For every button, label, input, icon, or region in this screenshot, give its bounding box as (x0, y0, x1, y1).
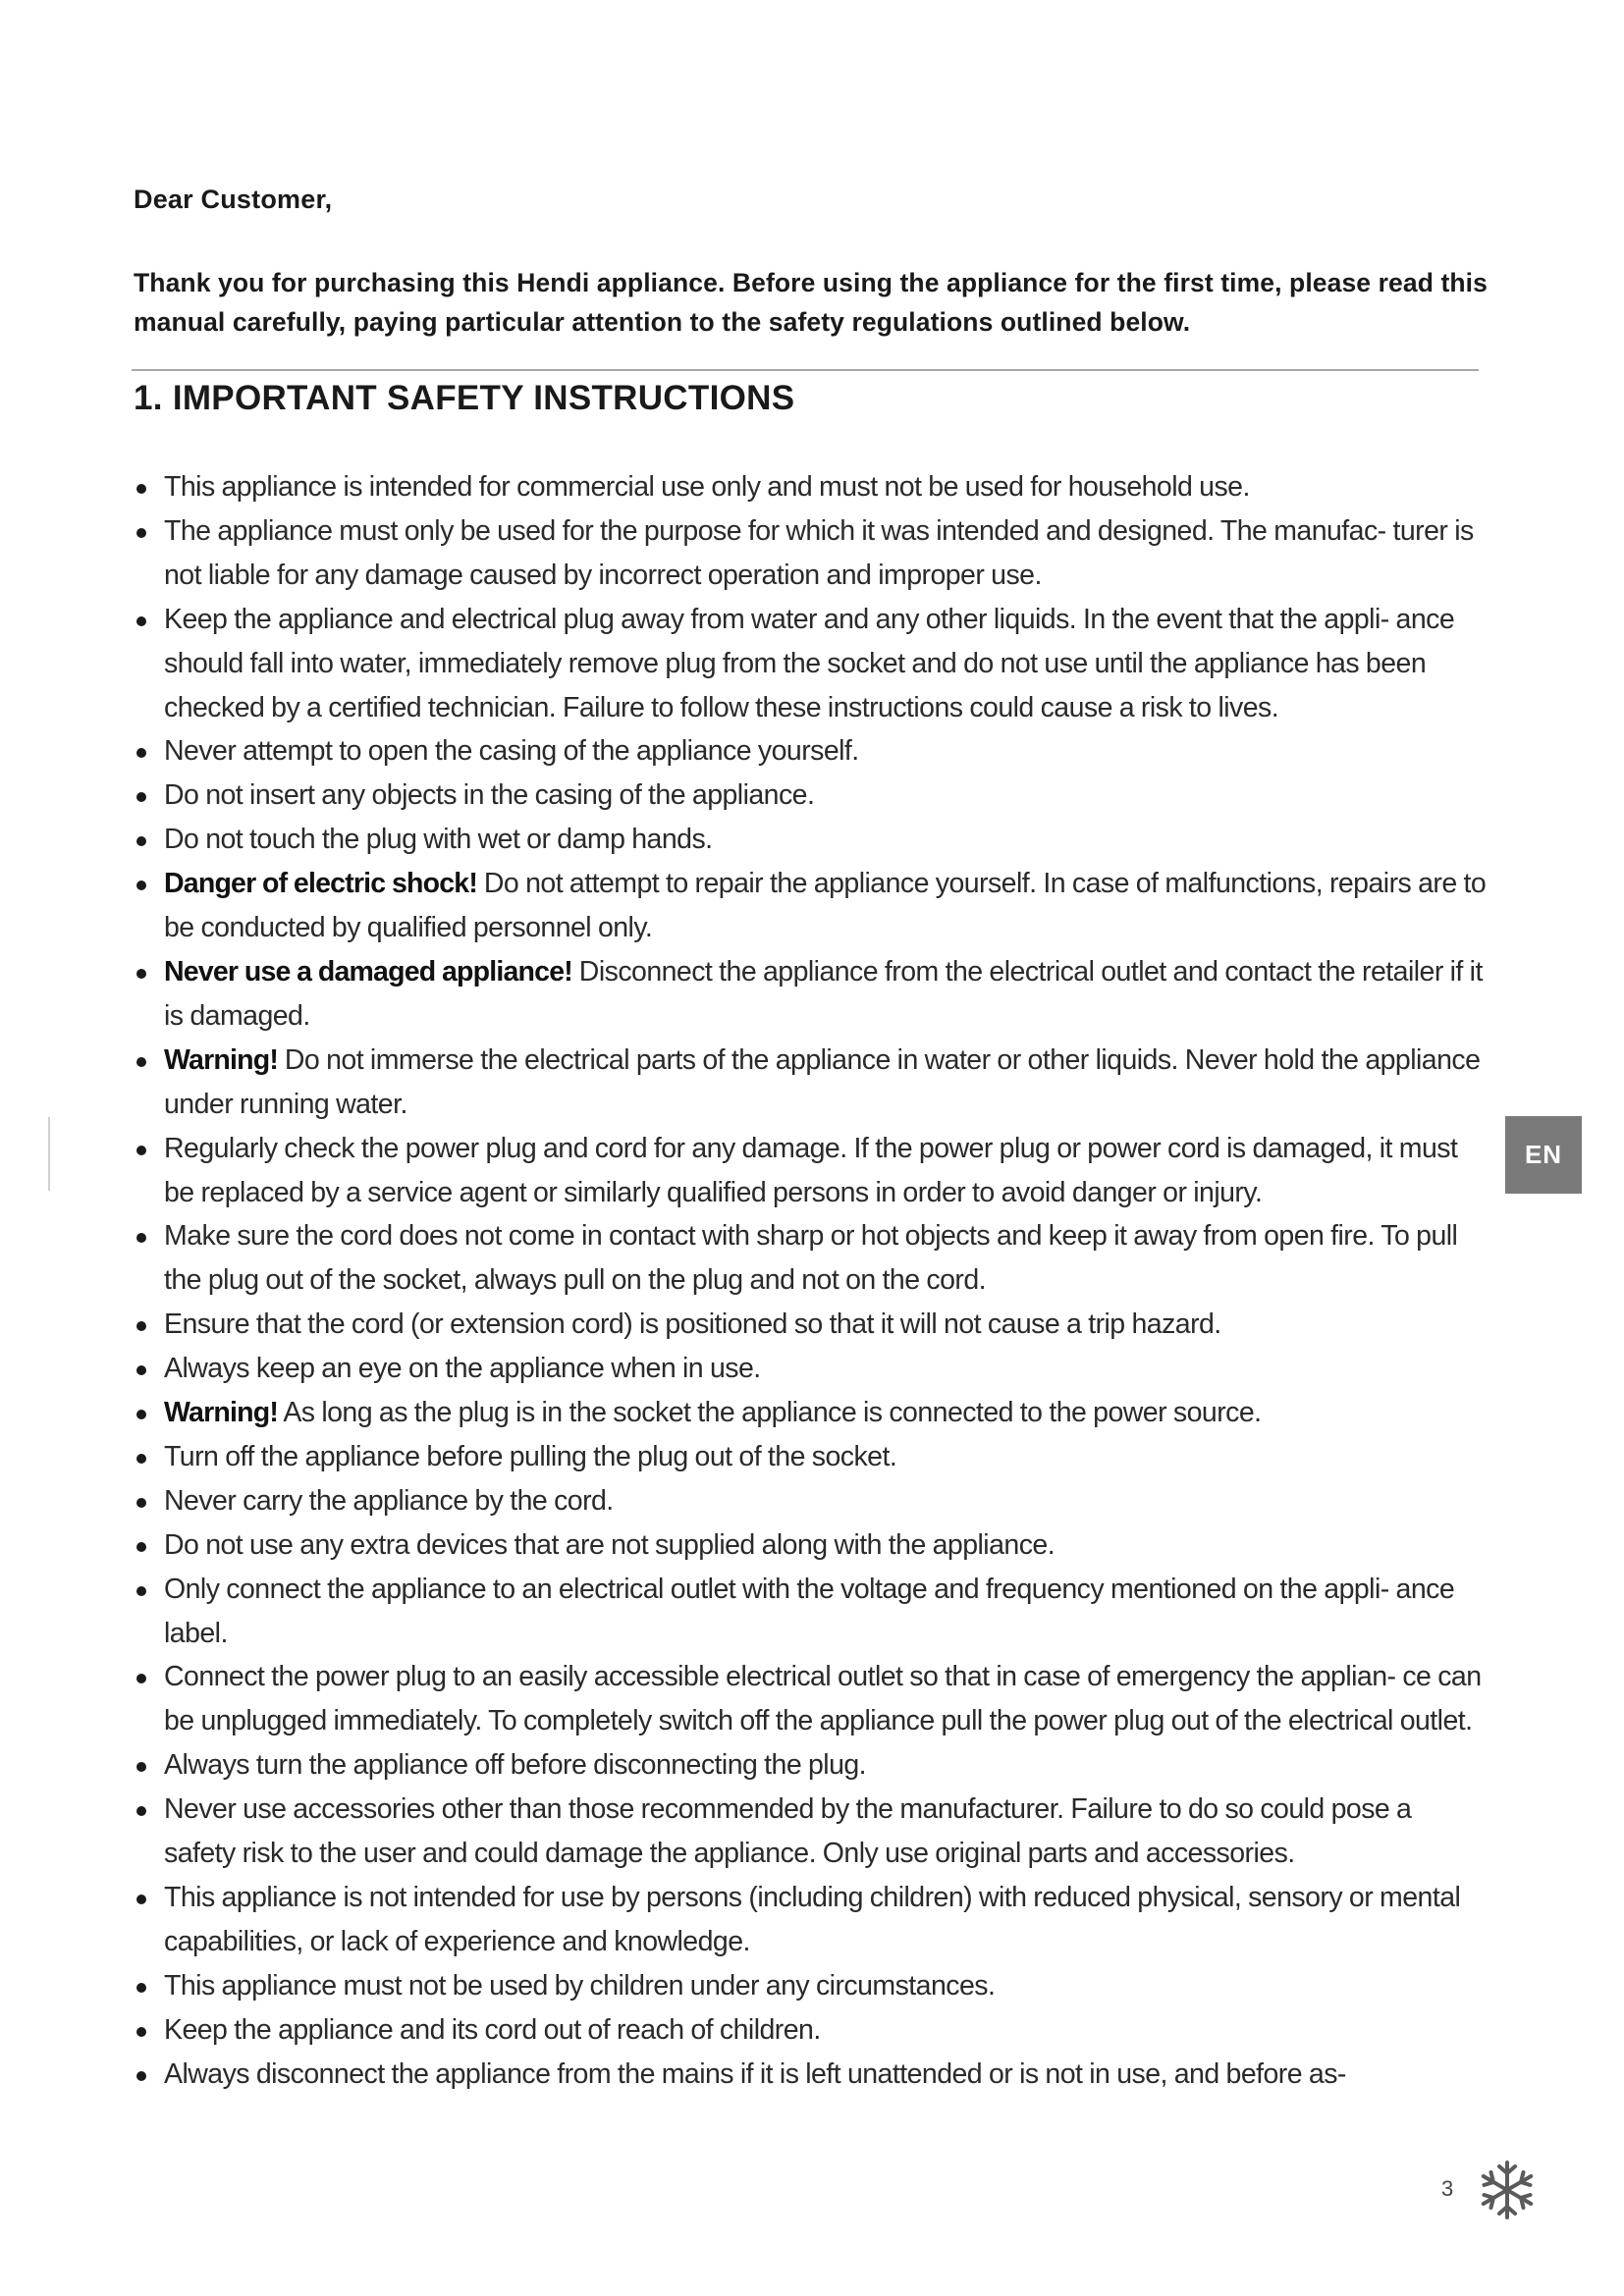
item-text: This appliance is not intended for use by persons (including children) with reduced physical, sensory or mental capabilities, or lack of experience and knowledge. (164, 1882, 1461, 1957)
list-item (134, 1039, 1489, 1127)
list-item (134, 950, 1489, 1039)
item-text: Always turn the appliance off before disconnecting the plug. (164, 1749, 867, 1782)
list-item (134, 774, 1489, 818)
list-item (134, 1568, 1489, 1656)
item-text: Connect the power plug to an easily accessible electrical outlet so that in case of emergency the applian- ce can be unplugged immediately. To completely switch off the appliance pull the power plug out of the electrical outlet. (164, 1661, 1482, 1737)
list-item (134, 818, 1489, 862)
item-text: Ensure that the cord (or extension cord) is positioned so that it will not cause a trip hazard. (164, 1308, 1221, 1341)
item-text: Regularly check the power plug and cord for any damage. If the power plug or power cord is damaged, it must be replaced by a service agent or similarly qualified persons in order to avoid danger or injury. (164, 1132, 1458, 1208)
item-text: Always keep an eye on the appliance when in use. (164, 1353, 761, 1385)
list-item (134, 1655, 1489, 1743)
snowflake-icon (1475, 2158, 1540, 2222)
list-item (134, 1303, 1489, 1347)
list-item (134, 1391, 1489, 1435)
item-text: The appliance must only be used for the purpose for which it was intended and designed. The manufac- turer is not liable for any damage caused by incorrect operation and improper use. (164, 514, 1474, 591)
list-item (134, 729, 1489, 774)
item-text: Do not immerse the electrical parts of the appliance in water or other liquids. Never hold the appliance under running water. (164, 1043, 1481, 1120)
item-text: Keep the appliance and its cord out of reach of children. (164, 2013, 821, 2046)
list-item (134, 862, 1489, 950)
item-emphasis: Warning! (164, 1397, 279, 1429)
item-text: Do not insert any objects in the casing of the appliance. (164, 779, 815, 812)
item-emphasis: Never use a damaged appliance! (164, 955, 572, 988)
list-item (134, 1788, 1489, 1876)
list-item (134, 465, 1489, 509)
item-text: Disconnect the appliance from the electrical outlet and contact the retailer if it is damaged. (164, 955, 1483, 1032)
item-text: Do not attempt to repair the appliance yourself. In case of malfunctions, repairs are to be conducted by qualified personnel only. (164, 868, 1487, 944)
item-text: Only connect the appliance to an electrical outlet with the voltage and frequency mentioned on the appli- ance label. (164, 1573, 1455, 1649)
list-item (134, 1743, 1489, 1788)
item-text: Do not use any extra devices that are not supplied along with the appliance. (164, 1528, 1056, 1561)
list-item (134, 509, 1489, 598)
item-text: Never use accessories other than those recommended by the manufacturer. Failure to do so could pose a safety risk to the user and could damage the appliance. Only use original parts and accessories. (164, 1793, 1412, 1870)
item-text: Turn off the appliance before pulling the plug out of the socket. (164, 1440, 897, 1472)
greeting: Dear Customer, (134, 185, 333, 214)
section-divider (132, 369, 1479, 371)
list-item (134, 1214, 1489, 1303)
item-text: Do not touch the plug with wet or damp hands. (164, 824, 713, 856)
margin-mark (48, 1117, 50, 1191)
item-text: Always disconnect the appliance from the mains if it is left unattended or is not in use, and before as- (164, 2057, 1346, 2090)
list-item (134, 2008, 1489, 2053)
language-tab: EN (1505, 1116, 1582, 1194)
list-item (134, 1523, 1489, 1568)
intro-paragraph: Thank you for purchasing this Hendi appliance. Before using the appliance for the first time, please read this manual carefully, paying particular attention to the safety regulations outlined below. (134, 268, 1488, 337)
list-item (134, 1964, 1489, 2008)
item-text: Make sure the cord does not come in contact with sharp or hot objects and keep it away from open fire. To pull the plug out of the socket, always pull on the plug and not on the cord. (164, 1220, 1458, 1297)
item-text: Never carry the appliance by the cord. (164, 1484, 614, 1517)
list-item (134, 1876, 1489, 1964)
list-item (134, 2053, 1489, 2097)
list-item (134, 1347, 1489, 1391)
list-item (134, 598, 1489, 730)
section-title: 1. IMPORTANT SAFETY INSTRUCTIONS (134, 379, 795, 417)
item-text: This appliance is intended for commercial use only and must not be used for household use. (164, 471, 1250, 503)
item-emphasis: Warning! (164, 1043, 279, 1076)
item-text: Never attempt to open the casing of the appliance yourself. (164, 735, 859, 768)
list-item (134, 1479, 1489, 1523)
item-text: This appliance must not be used by children under any circumstances. (164, 1969, 996, 2002)
page-number: 3 (1441, 2176, 1454, 2201)
item-text: Keep the appliance and electrical plug away from water and any other liquids. In the event that the appli- ance should fall into water, immediately remove plug from the socket and do not use until the appliance has been checked by a certified technician. Failure to follow these instructions could cause a risk to lives. (164, 603, 1455, 723)
list-item (134, 1127, 1489, 1215)
safety-instructions-list (134, 465, 1489, 2097)
item-text: As long as the plug is in the socket the appliance is connected to the power source. (278, 1397, 1262, 1429)
list-item (134, 1435, 1489, 1479)
item-emphasis: Danger of electric shock! (164, 868, 478, 900)
